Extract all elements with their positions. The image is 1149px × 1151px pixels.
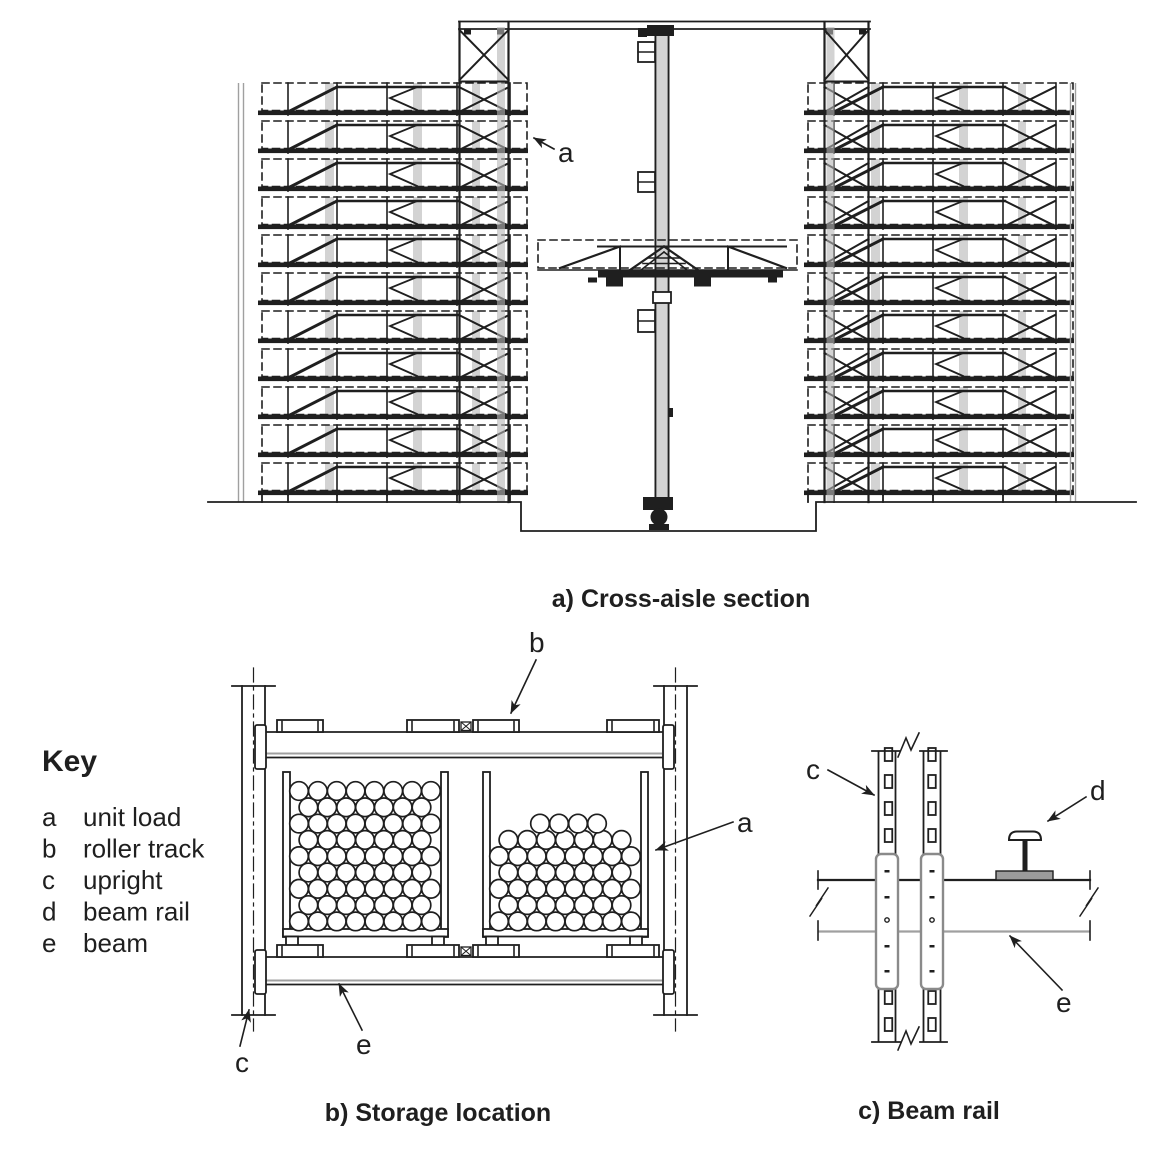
callout-label-c2: c	[806, 754, 820, 785]
top-break-symbol	[898, 733, 919, 757]
key-symbol-e: e	[42, 928, 57, 958]
bottom-break-symbol	[898, 1027, 919, 1050]
caption-storage-location: b) Storage location	[324, 1099, 552, 1127]
key-desc-b: roller track	[83, 833, 205, 864]
callout-label-e2: e	[1056, 987, 1072, 1018]
key-symbol-d: d	[42, 896, 57, 927]
callout-roller-track-b	[511, 627, 545, 713]
beam-break-left	[810, 888, 828, 916]
right-upright	[654, 668, 697, 1031]
crane-mast-fill	[657, 36, 667, 502]
key-desc-a: unit load	[83, 802, 182, 832]
key-symbol-c: c	[42, 865, 55, 895]
pipe-stacks	[290, 782, 641, 931]
crane-top-drive	[647, 25, 674, 36]
caption-beam-rail: c) Beam rail	[858, 1097, 1000, 1125]
key-title: Key	[42, 745, 98, 778]
key-legend	[42, 745, 205, 958]
callout-label-a: a	[558, 137, 574, 168]
callout-unit-load-a2	[656, 807, 753, 850]
callout-label-a2: a	[737, 807, 753, 838]
beam-rail-diagram	[806, 733, 1106, 1125]
key-symbol-b: b	[42, 833, 57, 864]
key-symbol-a: a	[42, 802, 57, 832]
roller-tracks-top	[277, 720, 659, 732]
storage-location-diagram	[232, 627, 753, 1127]
caption-cross-aisle: a) Cross-aisle section	[551, 585, 811, 613]
callout-upright-c	[235, 1010, 249, 1078]
roller-tracks-bottom	[277, 945, 659, 957]
key-desc-e: beam	[83, 928, 149, 958]
storage-bins	[283, 772, 648, 947]
key-desc-d: beam rail	[83, 896, 190, 927]
callout-label-d: d	[1090, 775, 1106, 806]
callout-upright-c2	[806, 754, 874, 795]
callout-label-e: e	[356, 1029, 372, 1060]
key-desc-c: upright	[83, 865, 163, 895]
left-upright	[232, 668, 275, 1031]
callout-beam-rail-d	[1048, 775, 1106, 821]
connector-plates	[876, 854, 943, 989]
beam-rail-section	[996, 832, 1053, 881]
beam-section	[810, 871, 1098, 940]
callout-unit-load-a	[534, 137, 574, 168]
platform-deck	[598, 270, 783, 278]
beam-break-right	[1080, 888, 1098, 916]
callout-label-c: c	[235, 1047, 249, 1078]
crane-bottom-drive	[643, 497, 673, 530]
callout-label-b: b	[529, 627, 545, 658]
cross-aisle-section-diagram	[208, 22, 1136, 614]
callout-beam-e	[339, 984, 372, 1060]
callout-beam-e2	[1010, 936, 1072, 1018]
